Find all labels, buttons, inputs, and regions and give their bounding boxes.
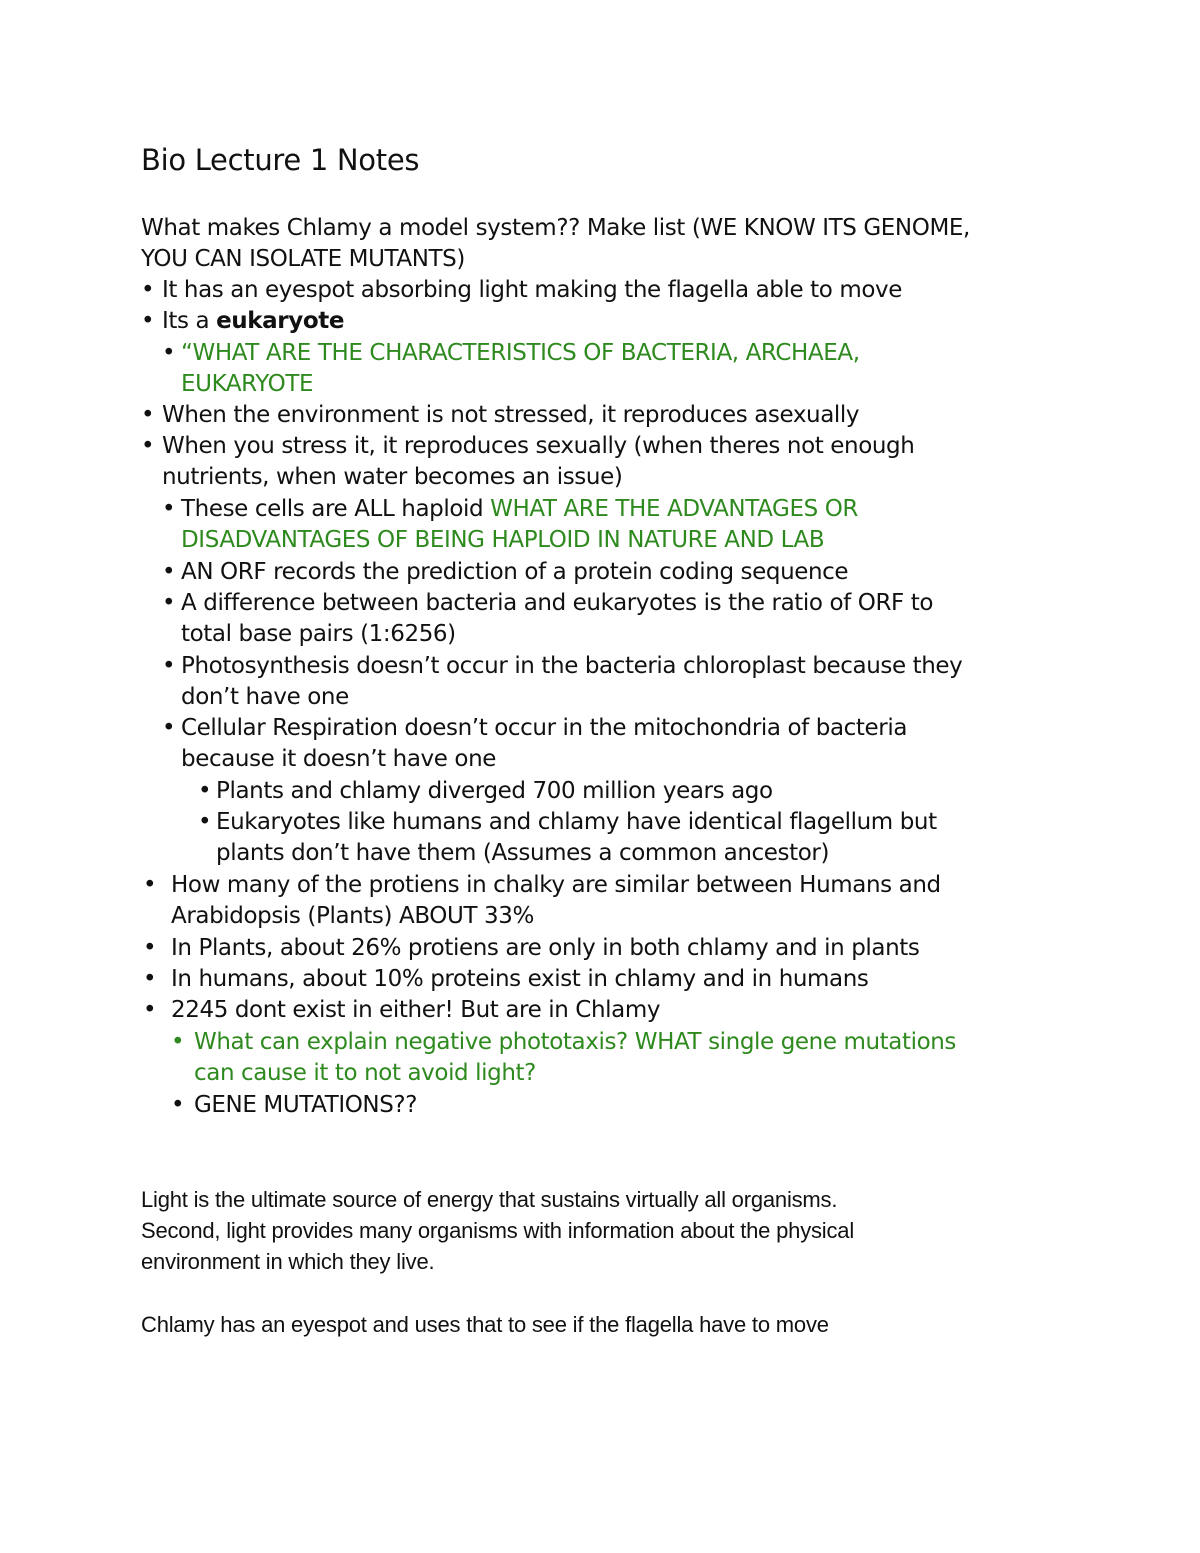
paragraph-line: environment in which they live. bbox=[141, 1249, 435, 1274]
list-item-continuation: Arabidopsis (Plants) ABOUT 33% bbox=[171, 903, 534, 929]
paragraph-line: Second, light provides many organisms with information about the physical bbox=[141, 1218, 855, 1243]
list-item: In humans, about 10% proteins exist in chlamy and in humans bbox=[171, 966, 869, 992]
list-item-continuation: don’t have one bbox=[181, 684, 349, 710]
bullet-icon: • bbox=[143, 935, 157, 961]
list-item: Cellular Respiration doesn’t occur in the mitochondria of bacteria bbox=[181, 715, 908, 741]
list-item: Eukaryotes like humans and chlamy have identical flagellum but bbox=[216, 809, 937, 835]
bullet-icon: • bbox=[171, 1029, 185, 1055]
bullet-icon: • bbox=[141, 433, 155, 459]
list-item: When the environment is not stressed, it reproduces asexually bbox=[162, 402, 860, 428]
bullet-icon: • bbox=[162, 496, 176, 522]
bullet-icon: • bbox=[198, 778, 212, 804]
list-item: In Plants, about 26% protiens are only in both chlamy and in plants bbox=[171, 935, 920, 961]
bullet-icon: • bbox=[162, 590, 176, 616]
bullet-icon: • bbox=[171, 1092, 185, 1118]
bullet-icon: • bbox=[141, 402, 155, 428]
bullet-icon: • bbox=[143, 997, 157, 1023]
list-item: 2245 dont exist in either! But are in Chlamy bbox=[171, 997, 661, 1023]
list-item-continuation: EUKARYOTE bbox=[181, 371, 314, 397]
list-item: It has an eyespot absorbing light making the flagella able to move bbox=[162, 277, 902, 303]
page-title: Bio Lecture 1 Notes bbox=[141, 143, 420, 177]
bullet-icon: • bbox=[141, 277, 155, 303]
list-item-continuation: DISADVANTAGES OF BEING HAPLOID IN NATURE AND LAB bbox=[181, 527, 825, 553]
list-item: When you stress it, it reproduces sexually (when theres not enough bbox=[162, 433, 915, 459]
bullet-icon: • bbox=[143, 872, 157, 898]
paragraph-line: Light is the ultimate source of energy that sustains virtually all organisms. bbox=[141, 1187, 838, 1212]
bullet-icon: • bbox=[162, 715, 176, 741]
list-item-continuation: plants don’t have them (Assumes a common ancestor) bbox=[216, 840, 830, 866]
list-item: Photosynthesis doesn’t occur in the bacteria chloroplast because they bbox=[181, 653, 963, 679]
list-item: A difference between bacteria and eukaryotes is the ratio of ORF to bbox=[181, 590, 934, 616]
list-item: GENE MUTATIONS?? bbox=[194, 1092, 418, 1118]
bullet-icon: • bbox=[162, 559, 176, 585]
bullet-icon: • bbox=[162, 653, 176, 679]
intro-line-2: YOU CAN ISOLATE MUTANTS) bbox=[141, 246, 465, 272]
intro-line-1: What makes Chlamy a model system?? Make list (WE KNOW ITS GENOME, bbox=[141, 215, 970, 241]
bullet-icon: • bbox=[143, 966, 157, 992]
list-item-continuation: because it doesn’t have one bbox=[181, 746, 496, 772]
list-item: “WHAT ARE THE CHARACTERISTICS OF BACTERIA, ARCHAEA, bbox=[181, 340, 860, 366]
list-item: What can explain negative phototaxis? WHAT single gene mutations bbox=[194, 1029, 957, 1055]
list-item-continuation: total base pairs (1:6256) bbox=[181, 621, 456, 647]
list-item: Plants and chlamy diverged 700 million years ago bbox=[216, 778, 773, 804]
list-item-continuation: nutrients, when water becomes an issue) bbox=[162, 464, 623, 490]
list-item: These cells are ALL haploid WHAT ARE THE ADVANTAGES OR bbox=[181, 496, 858, 522]
list-item: How many of the protiens in chalky are similar between Humans and bbox=[171, 872, 941, 898]
bullet-icon: • bbox=[162, 340, 176, 366]
list-item-continuation: can cause it to not avoid light? bbox=[194, 1060, 536, 1086]
bullet-icon: • bbox=[198, 809, 212, 835]
bullet-icon: • bbox=[141, 308, 155, 334]
paragraph-line: Chlamy has an eyespot and uses that to see if the flagella have to move bbox=[141, 1312, 829, 1337]
list-item: Its a eukaryote bbox=[162, 308, 345, 334]
list-item: AN ORF records the prediction of a protein coding sequence bbox=[181, 559, 849, 585]
